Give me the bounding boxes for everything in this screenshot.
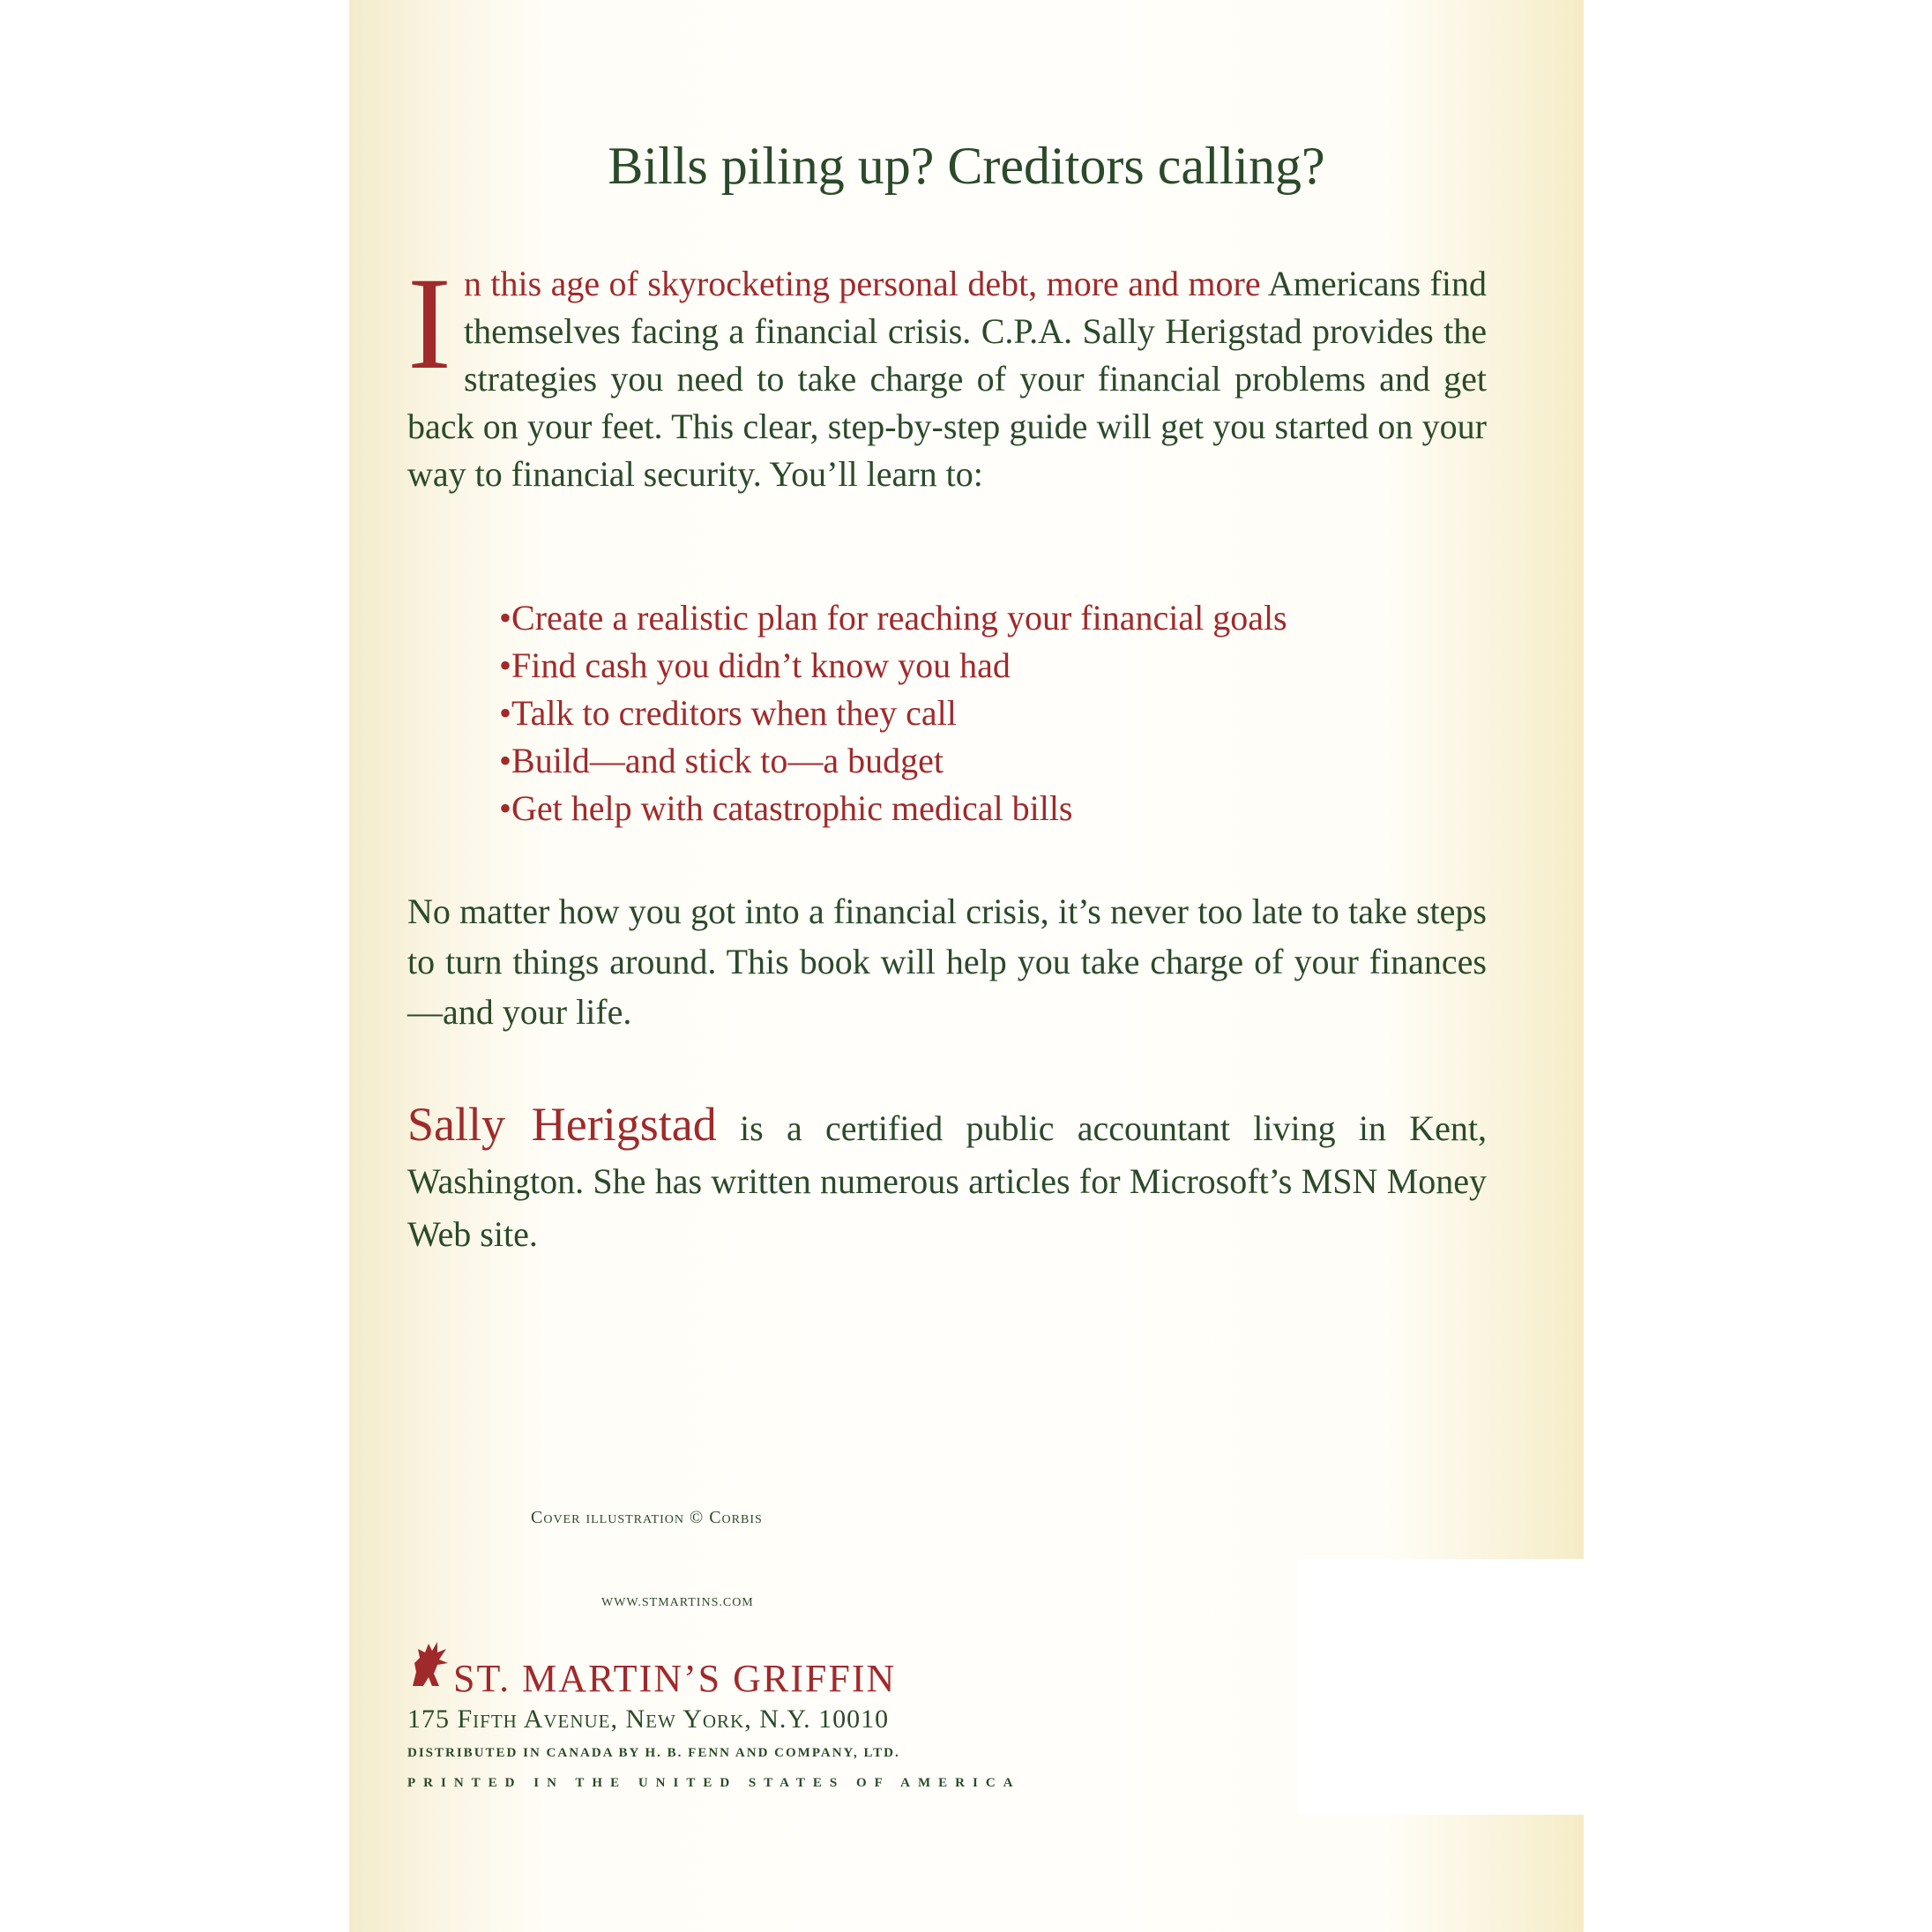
bullet-icon: •: [499, 598, 512, 638]
barcode-area: [1297, 1559, 1588, 1815]
bullet-icon: •: [499, 741, 512, 780]
benefits-list: [499, 594, 1287, 832]
list-item: •Get help with catastrophic medical bills: [499, 788, 1073, 828]
publisher-website: WWW.STMARTINS.COM: [601, 1596, 754, 1609]
author-bio: [407, 1098, 1487, 1261]
drop-cap: I: [407, 250, 451, 397]
book-back-cover: [349, 0, 1584, 1932]
author-bio-text: is a certified public accountant living in Kent, Washington. She has written numerous articles for Microsoft’s MSN Money Web site.: [407, 1108, 1487, 1254]
publisher-name: ST. MARTIN’S GRIFFIN: [453, 1657, 897, 1700]
author-name: Sally Herigstad: [407, 1098, 717, 1151]
list-item: •Talk to creditors when they call: [499, 693, 957, 733]
bullet-icon: •: [499, 693, 512, 733]
bullet-icon: •: [499, 788, 512, 828]
printed-note: PRINTED IN THE UNITED STATES OF AMERICA: [407, 1776, 1021, 1790]
closing-paragraph: No matter how you got into a financial crisis, it’s never too late to take steps to turn things around. This book will help you take charge of your finances—and your life.: [407, 891, 1487, 1032]
publisher-address: 175 Fifth Avenue, New York, N.Y. 10010: [407, 1704, 890, 1734]
griffin-icon: [407, 1637, 451, 1688]
intro-lead: n this age of skyrocketing personal debt, more and more: [463, 264, 1261, 303]
intro-body: Americans find themselves facing a financial crisis. C.P.A. Sally Herigstad provides the strategies you need to take charge of your financial problems and get back on your feet. This clear, step-by-step guide will get you started on your way to financial security. You’ll learn to:: [407, 264, 1487, 494]
list-item: •Build—and stick to—a budget: [499, 741, 944, 780]
list-item: •Create a realistic plan for reaching your financial goals: [499, 598, 1287, 638]
headline: Bills piling up? Creditors calling?: [608, 137, 1325, 195]
bullet-icon: •: [499, 645, 512, 685]
list-item: •Find cash you didn’t know you had: [499, 645, 1011, 685]
intro-paragraph: [407, 250, 1487, 498]
distribution-note: DISTRIBUTED IN CANADA BY H. B. FENN AND COMPANY, LTD.: [407, 1746, 900, 1760]
cover-credit: Cover illustration © Corbis: [531, 1508, 763, 1527]
